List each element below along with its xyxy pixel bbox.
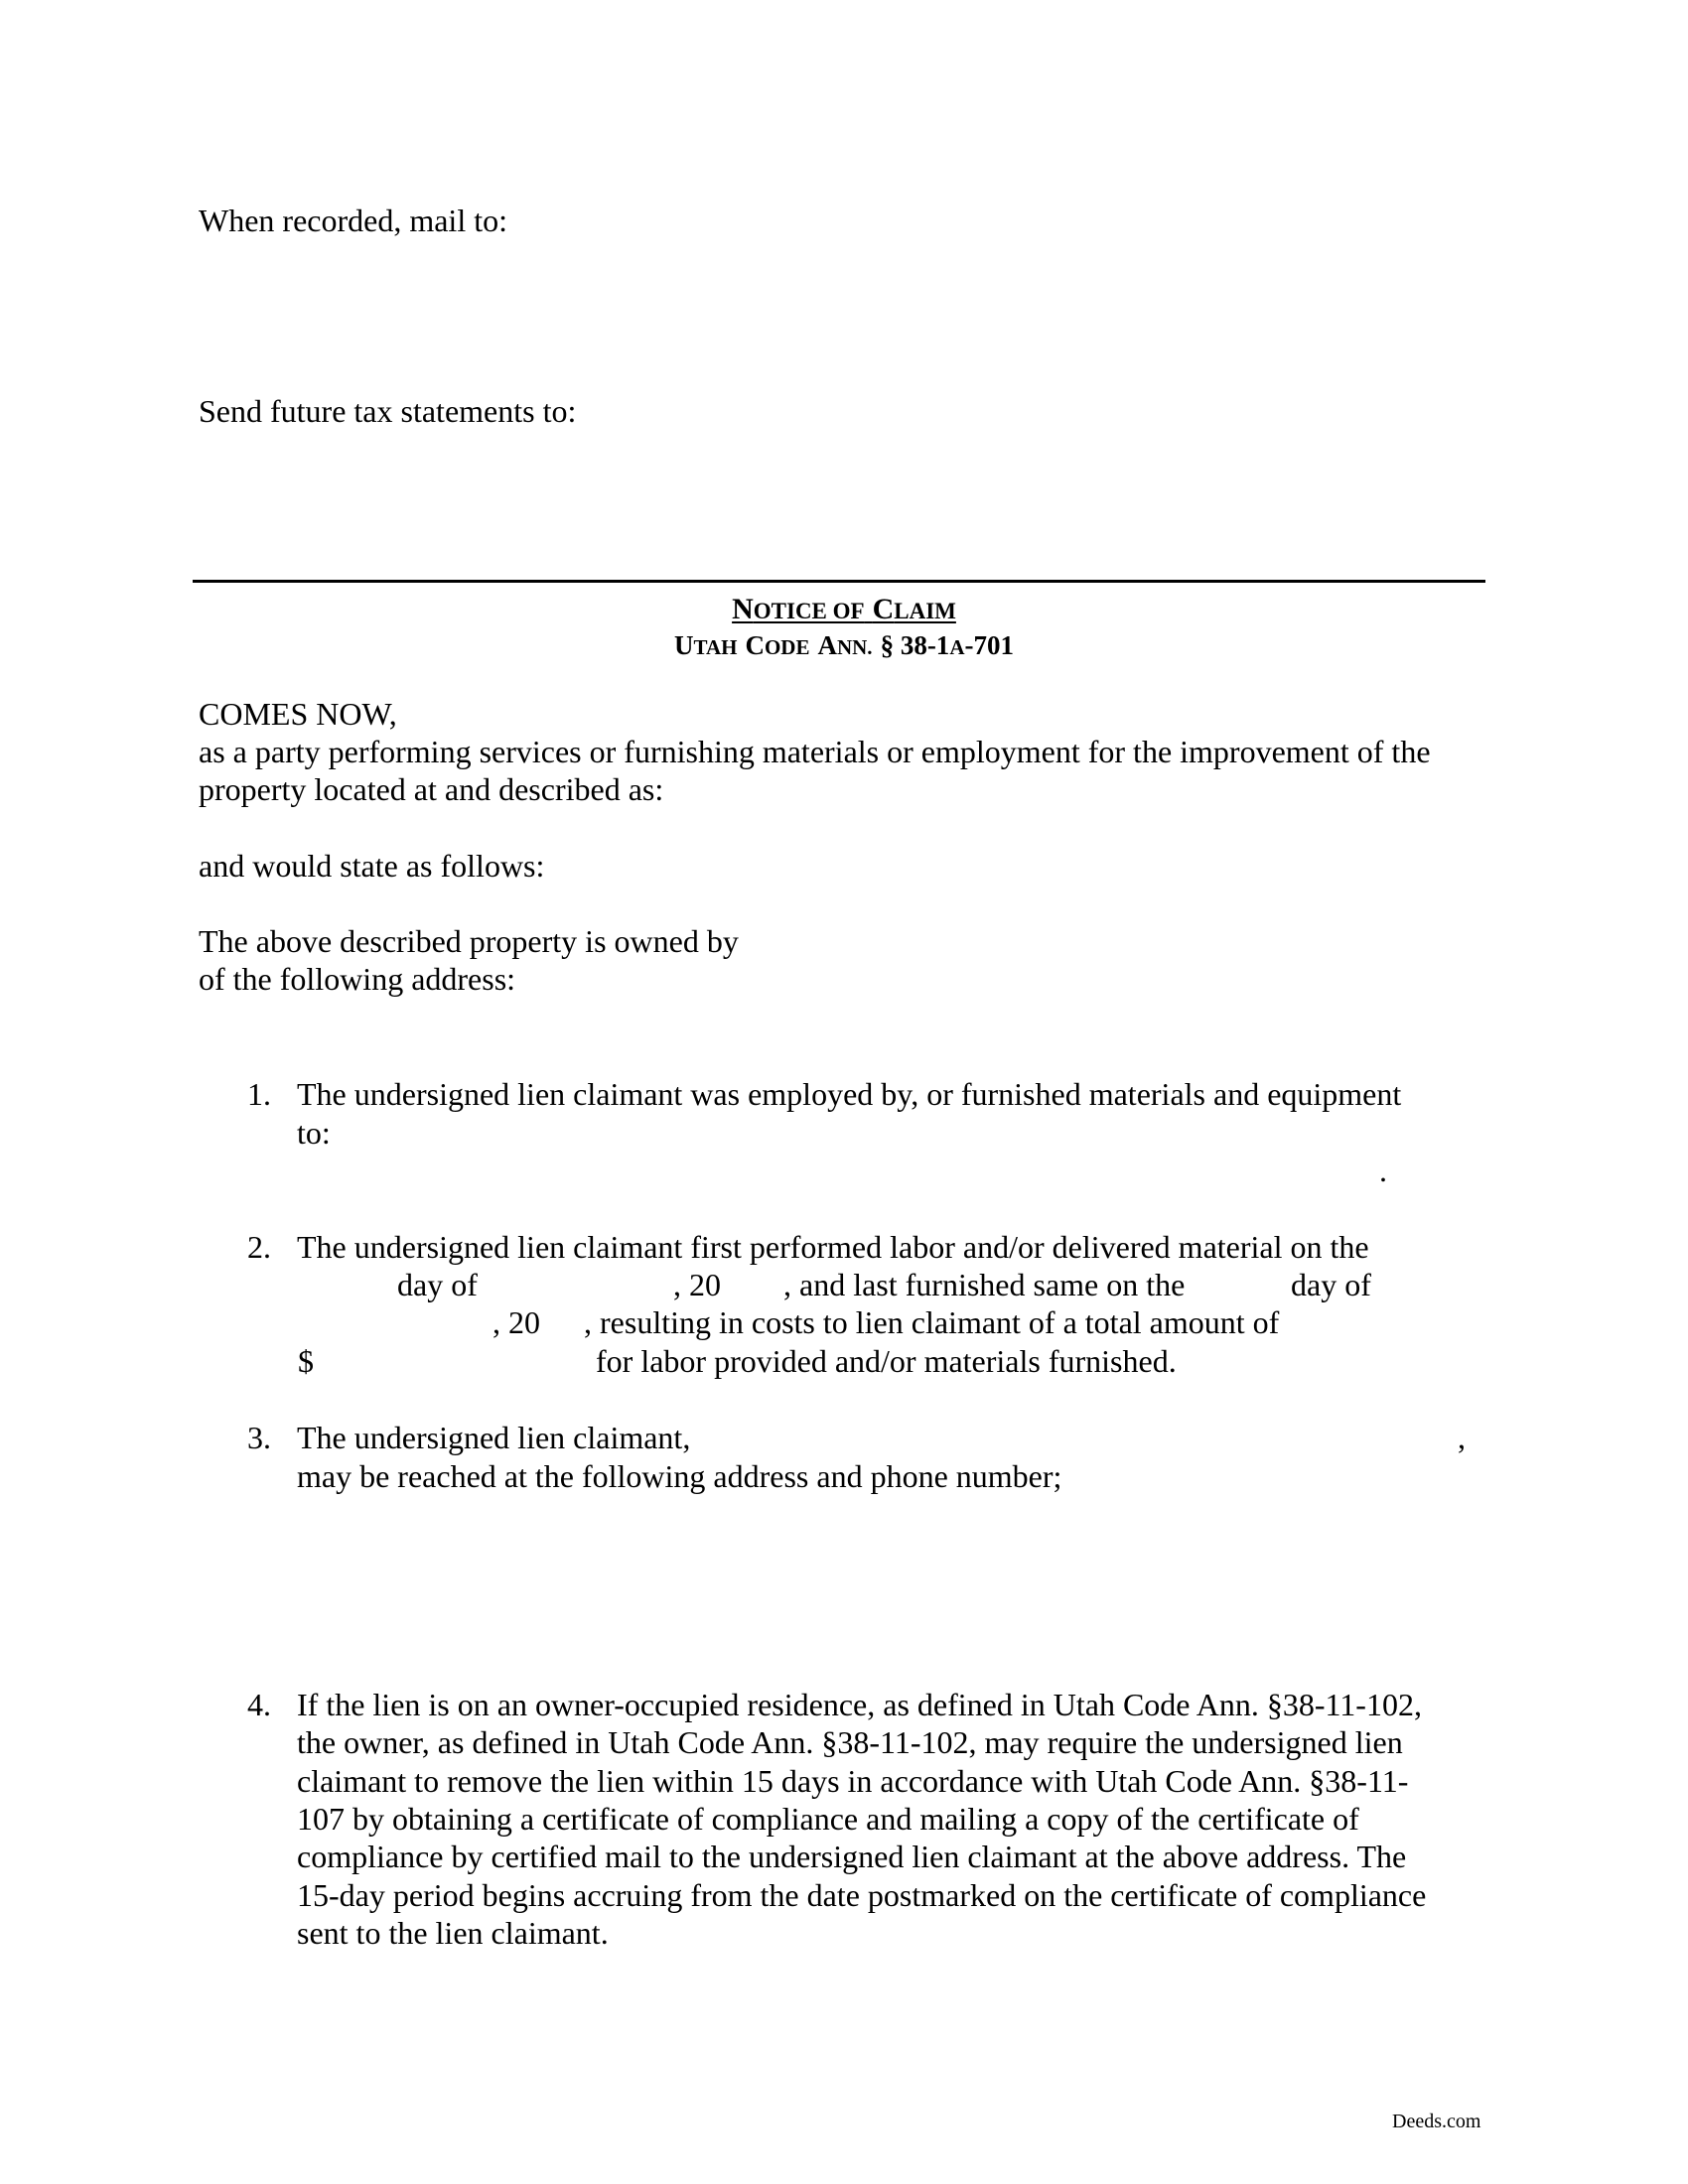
item-4-line-6: 15-day period begins accruing from the date postmarked on the certificate of compliance	[297, 1877, 1427, 1913]
item-4-line-4: 107 by obtaining a certificate of compliance and mailing a copy of the certificate of	[297, 1801, 1359, 1837]
item-1-period: .	[1379, 1153, 1387, 1188]
item-1-line-2: to:	[297, 1115, 331, 1151]
item-2-for-labor: for labor provided and/or materials furnished.	[596, 1343, 1177, 1379]
owned-by-line: The above described property is owned by	[199, 923, 739, 959]
statute-citation: UTAH CODE ANN. § 38-1A-701	[674, 630, 1014, 660]
item-2-year-1: , 20	[673, 1267, 721, 1302]
item-1-number: 1.	[247, 1076, 271, 1112]
item-4-line-2: the owner, as defined in Utah Code Ann. §38-11-102, may require the undersigned lien	[297, 1724, 1403, 1760]
item-2-number: 2.	[247, 1229, 271, 1265]
mail-to-label: When recorded, mail to:	[199, 203, 507, 238]
item-2-line-1: The undersigned lien claimant first performed labor and/or delivered material on the	[297, 1229, 1369, 1265]
item-4-line-7: sent to the lien claimant.	[297, 1915, 609, 1951]
item-2-day-of-2: day of	[1291, 1267, 1371, 1302]
tax-statements-label: Send future tax statements to:	[199, 393, 577, 429]
item-4-line-5: compliance by certified mail to the undersigned lien claimant at the above address. The	[297, 1839, 1407, 1874]
item-4-line-1: If the lien is on an owner-occupied residence, as defined in Utah Code Ann. §38-11-102,	[297, 1687, 1422, 1722]
item-2-dollar: $	[298, 1343, 314, 1379]
state-follows: and would state as follows:	[199, 848, 545, 884]
header-divider	[193, 580, 1485, 583]
item-2-day-of-1: day of	[397, 1267, 478, 1302]
party-line: as a party performing services or furnishing materials or employment for the improvement of the	[199, 734, 1431, 769]
item-3-comma: ,	[1458, 1420, 1466, 1455]
item-2-resulting: , resulting in costs to lien claimant of a total amount of	[584, 1304, 1280, 1340]
item-4-number: 4.	[247, 1687, 271, 1722]
item-1-line-1: The undersigned lien claimant was employed by, or furnished materials and equipment	[297, 1076, 1402, 1112]
item-2-year-2: , 20	[492, 1304, 540, 1340]
comes-now: COMES NOW,	[199, 696, 397, 732]
address-line: of the following address:	[199, 961, 516, 997]
item-4-line-3: claimant to remove the lien within 15 days in accordance with Utah Code Ann. §38-11-	[297, 1763, 1409, 1799]
item-2-last-furnished: , and last furnished same on the	[783, 1267, 1186, 1302]
item-3-line-1: The undersigned lien claimant,	[297, 1420, 691, 1455]
footer-brand: Deeds.com	[1392, 2111, 1481, 2132]
document-title: NOTICE OF CLAIM	[732, 593, 956, 625]
item-3-number: 3.	[247, 1420, 271, 1455]
item-3-line-2: may be reached at the following address and phone number;	[297, 1458, 1062, 1494]
property-line: property located at and described as:	[199, 771, 664, 807]
